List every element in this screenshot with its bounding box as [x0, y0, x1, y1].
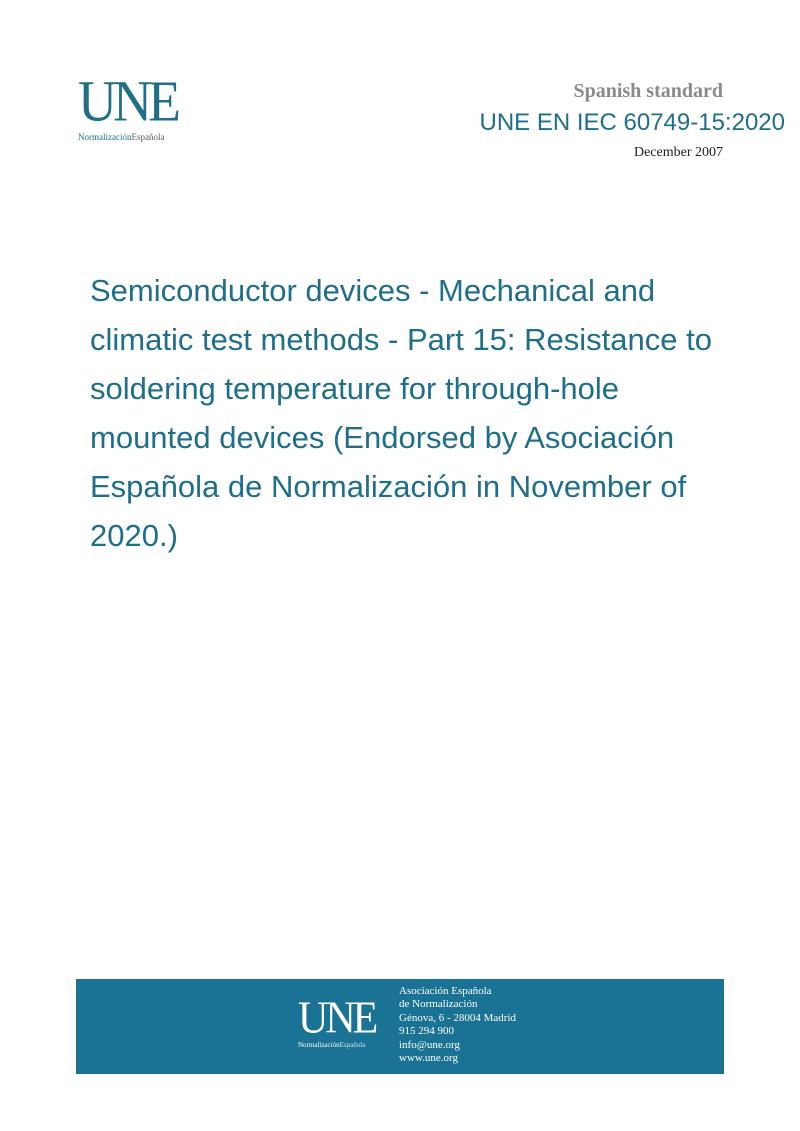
footer-org-line2: de Normalización	[399, 998, 478, 1011]
footer-address: Génova, 6 - 28004 Madrid	[399, 1011, 517, 1024]
logo-tagline	[78, 132, 198, 142]
logo-wordmark: UNE	[78, 68, 177, 134]
logo-tagline-part1: Normalización	[78, 132, 132, 142]
footer-logo-tagline-part2: Española	[339, 1041, 366, 1049]
footer-banner	[76, 979, 724, 1074]
footer-logo-wordmark: UNE	[298, 993, 376, 1044]
document-title: Semiconductor devices - Mechanical and climatic test methods - Part 15: Resistance to soldering temperature for through-hole mounted devices (Endorsed by Asociación Española de Normalización in November of 2020.)	[90, 273, 712, 553]
une-logo	[78, 68, 198, 142]
logo-tagline-part2: Española	[131, 132, 165, 142]
standard-code: UNE EN IEC 60749-15:2020	[479, 109, 785, 136]
footer-logo-tagline-part1: Normalización	[298, 1041, 340, 1049]
standard-kind: Spanish standard	[573, 80, 723, 102]
footer-org-line1: Asociación Española	[399, 985, 492, 997]
standard-meta	[479, 80, 785, 161]
footer-contact	[399, 985, 516, 1065]
footer-logo	[298, 993, 376, 1049]
footer-website-link[interactable]: www.une.org	[399, 1052, 458, 1065]
standard-date: December 2007	[633, 145, 723, 160]
footer-phone: 915 294 900	[399, 1025, 454, 1038]
footer-email-link[interactable]: info@une.org	[399, 1038, 460, 1051]
